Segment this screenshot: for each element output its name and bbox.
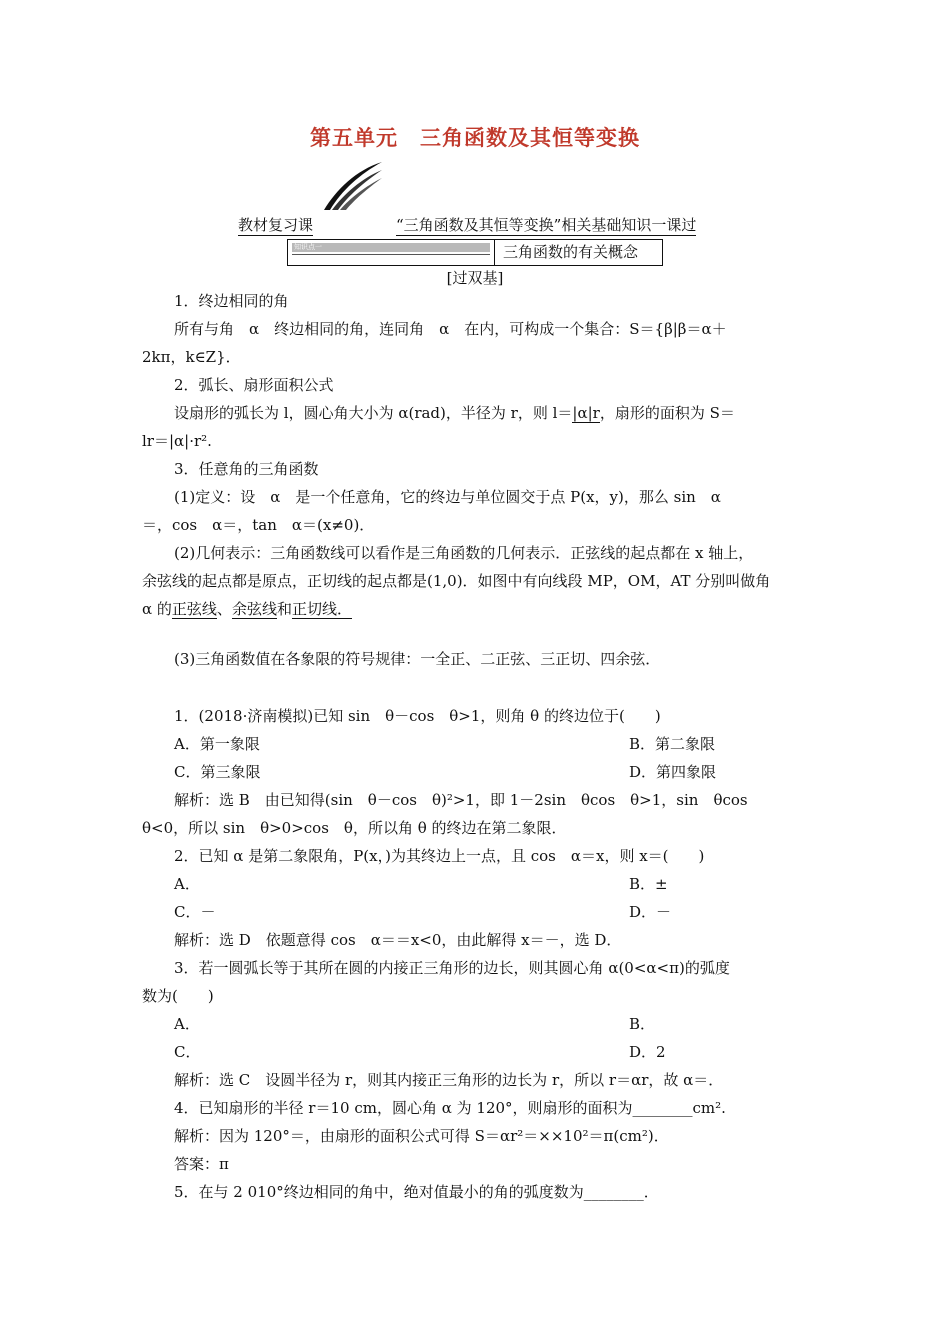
text-line: (2)几何表示：三角函数线可以看作是三角函数的几何表示．正弦线的起点都在 x 轴上， <box>174 544 754 562</box>
text-line: 2．弧长、扇形面积公式 <box>174 376 334 394</box>
text-segment: α 的 <box>142 600 172 618</box>
underlined-answer: 正切线． <box>291 600 352 618</box>
option-a: A．第一象限 <box>174 735 260 753</box>
option-row <box>174 1014 844 1034</box>
text-line: 2kπ，k∈Z}． <box>142 348 241 366</box>
text-segment: 设扇形的弧长为 l，圆心角大小为 α(rad)，半径为 r，则 l＝ <box>174 404 573 422</box>
text-segment: ，扇形的面积为 S＝ <box>599 404 735 422</box>
option-a: A． <box>174 1015 200 1033</box>
option-b: B．± <box>629 875 668 893</box>
question-3: 3．若一圆弧长等于其所在圆的内接正三角形的边长，则其圆心角 α(0<α<π)的弧度 <box>174 959 730 977</box>
question-5: 5．在与 2 010°终边相同的角中，绝对值最小的角的弧度数为________． <box>174 1183 659 1201</box>
option-row <box>174 734 844 754</box>
text-line: (3)三角函数值在各象限的符号规律：一全正、二正弦、三正切、四余弦． <box>174 650 661 668</box>
text-line: 数为( ) <box>142 987 214 1005</box>
option-row <box>174 1042 844 1062</box>
knowledge-point-title: 三角函数的有关概念 <box>494 240 662 265</box>
underlined-answer: |α|r <box>572 404 600 422</box>
option-b: B． <box>629 1015 656 1033</box>
text-segment: 、 <box>216 600 232 618</box>
text-line: 余弦线的起点都是原点，正切线的起点都是(1,0)．如图中有向线段 MP，OM，AT 分别叫做角 <box>142 572 771 590</box>
text-line: ＝，cos α＝，tan α＝(x≠0)． <box>142 516 375 534</box>
question-2: 2．已知 α 是第二象限角，P(x，)为其终边上一点，且 cos α＝x，则 x＝( ) <box>174 847 705 865</box>
option-d: D．－ <box>629 903 672 921</box>
text-line: 1．终边相同的角 <box>174 292 289 310</box>
option-c: C．第三象限 <box>174 763 261 781</box>
knowledge-point-tag-label: 知识点一 <box>294 243 322 251</box>
option-b: B．第二象限 <box>629 735 716 753</box>
knowledge-point-box <box>287 239 663 266</box>
solution-line: θ<0，所以 sin θ>0>cos θ，所以角 θ 的终边在第二象限． <box>142 819 567 837</box>
text-line: 3．任意角的三角函数 <box>174 460 319 478</box>
unit-title: 第五单元 三角函数及其恒等变换 <box>310 126 640 150</box>
option-row <box>174 902 844 922</box>
solution-line: 解析：选 B 由已知得(sin θ－cos θ)²>1，即 1－2sin θcos θ>1，sin θcos <box>174 791 748 809</box>
option-row <box>174 874 844 894</box>
text-line: lr＝|α|·r². <box>142 432 212 450</box>
text-line: 所有与角 α 终边相同的角，连同角 α 在内，可构成一个集合：S＝{β|β＝α＋ <box>174 320 727 338</box>
text-line: (1)定义：设 α 是一个任意角，它的终边与单位圆交于点 P(x，y)，那么 sin α <box>174 488 721 506</box>
question-4: 4．已知扇形的半径 r＝10 cm，圆心角 α 为 120°，则扇形的面积为________cm². <box>174 1099 726 1117</box>
lesson-header <box>0 214 950 236</box>
text-line <box>174 403 844 423</box>
option-a: A． <box>174 875 200 893</box>
option-d: D．第四象限 <box>629 763 717 781</box>
lesson-subtitle: “三角函数及其恒等变换”相关基础知识一课过 <box>396 216 697 234</box>
knowledge-point-tag <box>292 243 490 252</box>
swoosh-logo-icon <box>322 160 384 212</box>
solution-line: 解析：选 D 依题意得 cos α＝＝x<0，由此解得 x＝－，选 D． <box>174 931 622 949</box>
question-1: 1．(2018·济南模拟)已知 sin θ－cos θ>1，则角 θ 的终边位于( ) <box>174 707 661 725</box>
option-c: C． <box>174 1043 201 1061</box>
divider <box>292 254 490 255</box>
answer-line: 答案：π <box>174 1155 229 1173</box>
section-label: [过双基] <box>446 269 504 287</box>
underlined-answer: 正弦线 <box>171 600 217 618</box>
text-segment: 和 <box>276 600 292 618</box>
text-line <box>142 599 812 619</box>
option-c: C．－ <box>174 903 216 921</box>
underlined-answer: 余弦线 <box>231 600 277 618</box>
option-row <box>174 762 844 782</box>
solution-line: 解析：因为 120°＝，由扇形的面积公式可得 S＝αr²＝××10²＝π(cm²)． <box>174 1127 669 1145</box>
lesson-type: 教材复习课 <box>238 216 314 234</box>
option-d: D．2 <box>629 1043 666 1061</box>
solution-line: 解析：选 C 设圆半径为 r，则其内接正三角形的边长为 r，所以 r＝αr，故 α＝． <box>174 1071 724 1089</box>
